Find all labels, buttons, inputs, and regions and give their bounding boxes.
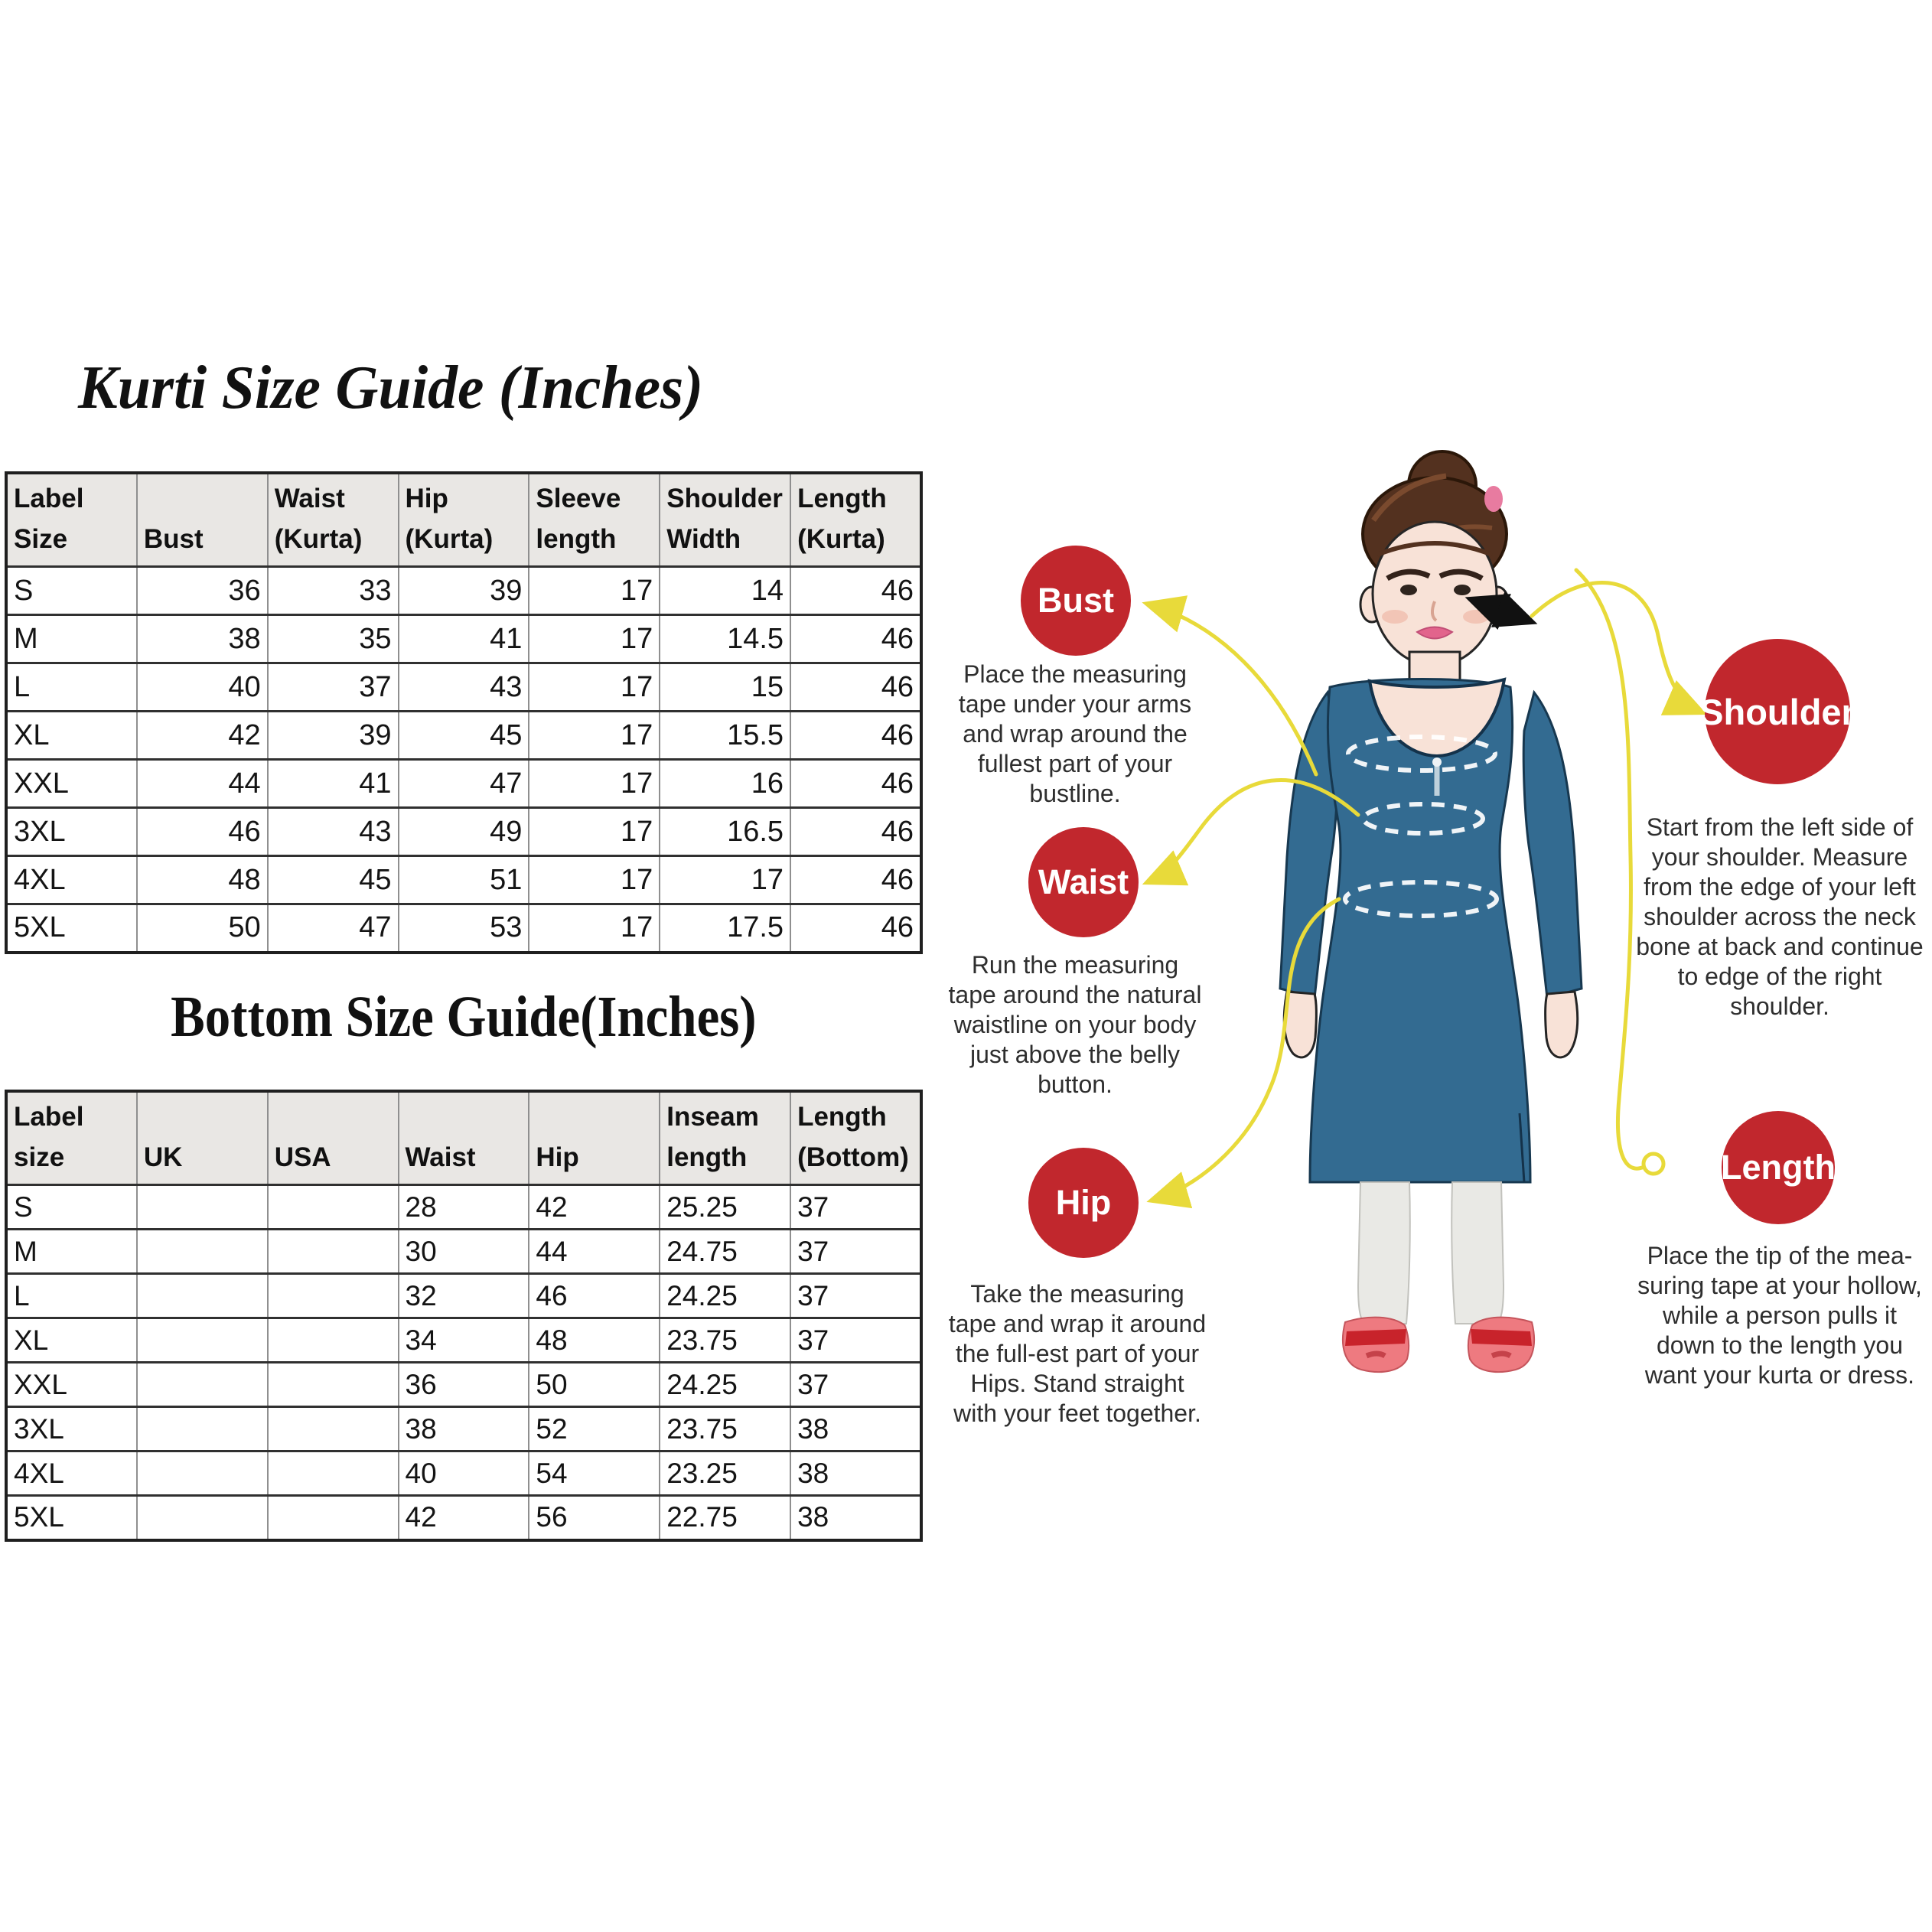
table-cell <box>137 1318 268 1363</box>
table-row <box>6 1274 921 1318</box>
table-cell <box>137 1407 268 1451</box>
table-row <box>6 808 921 856</box>
size-label-cell: XXL <box>6 1363 137 1407</box>
bottom-header-row <box>6 1091 921 1185</box>
table-cell <box>268 1318 399 1363</box>
table-row <box>6 663 921 712</box>
size-label-cell: 5XL <box>6 1496 137 1540</box>
table-cell: 46 <box>790 663 921 712</box>
table-cell <box>137 1496 268 1540</box>
table-cell: 39 <box>268 712 399 760</box>
table-cell: 46 <box>790 567 921 615</box>
table-cell: 47 <box>399 760 529 808</box>
table-cell <box>137 1363 268 1407</box>
table-cell: 46 <box>137 808 268 856</box>
table-cell: 37 <box>790 1274 921 1318</box>
table-cell: 44 <box>529 1230 660 1274</box>
size-label-cell: 4XL <box>6 1451 137 1496</box>
kurti-header-row <box>6 473 921 567</box>
column-header: Label Size <box>6 473 137 567</box>
table-cell: 39 <box>399 567 529 615</box>
table-cell: 14 <box>660 567 790 615</box>
table-cell: 33 <box>268 567 399 615</box>
table-cell: 37 <box>790 1185 921 1230</box>
table-cell: 37 <box>268 663 399 712</box>
table-cell: 54 <box>529 1451 660 1496</box>
table-cell: 17 <box>529 760 660 808</box>
table-cell: 23.75 <box>660 1318 790 1363</box>
column-header: Sleeve length <box>529 473 660 567</box>
table-row <box>6 1318 921 1363</box>
table-cell: 24.75 <box>660 1230 790 1274</box>
table-cell: 37 <box>790 1318 921 1363</box>
column-header: Inseam length <box>660 1091 790 1185</box>
table-cell: 56 <box>529 1496 660 1540</box>
column-header: UK <box>137 1091 268 1185</box>
bottom-size-table <box>5 1090 923 1542</box>
table-cell: 17 <box>529 856 660 904</box>
table-cell: 51 <box>399 856 529 904</box>
table-cell <box>268 1230 399 1274</box>
table-cell: 41 <box>399 615 529 663</box>
table-cell: 36 <box>137 567 268 615</box>
table-cell <box>268 1274 399 1318</box>
bottom-size-guide-title-wrap <box>5 984 923 1051</box>
size-label-cell: S <box>6 567 137 615</box>
table-cell: 37 <box>790 1230 921 1274</box>
table-cell: 35 <box>268 615 399 663</box>
table-cell: 42 <box>137 712 268 760</box>
table-cell: 16.5 <box>660 808 790 856</box>
size-label-cell: XL <box>6 1318 137 1363</box>
table-cell: 50 <box>137 904 268 953</box>
table-cell: 46 <box>529 1274 660 1318</box>
size-label-cell: M <box>6 615 137 663</box>
table-cell: 43 <box>268 808 399 856</box>
table-cell: 17 <box>529 567 660 615</box>
table-cell: 48 <box>529 1318 660 1363</box>
table-cell: 38 <box>790 1407 921 1451</box>
table-row <box>6 615 921 663</box>
hip-instructions: Take the measuring tape and wrap it around the full-est part of your Hips. Stand straight with your feet together. <box>948 1280 1207 1428</box>
size-label-cell: 4XL <box>6 856 137 904</box>
table-cell: 45 <box>399 712 529 760</box>
column-header: USA <box>268 1091 399 1185</box>
table-cell: 17 <box>660 856 790 904</box>
table-cell: 45 <box>268 856 399 904</box>
length-line-loop <box>1644 1154 1663 1174</box>
table-cell <box>137 1274 268 1318</box>
table-row <box>6 567 921 615</box>
column-header: Length (Bottom) <box>790 1091 921 1185</box>
table-cell: 46 <box>790 856 921 904</box>
table-cell: 41 <box>268 760 399 808</box>
size-label-cell: S <box>6 1185 137 1230</box>
table-cell: 43 <box>399 663 529 712</box>
table-cell: 24.25 <box>660 1363 790 1407</box>
table-cell: 34 <box>399 1318 529 1363</box>
table-cell: 17 <box>529 808 660 856</box>
table-cell: 46 <box>790 904 921 953</box>
table-cell: 38 <box>790 1451 921 1496</box>
table-row <box>6 712 921 760</box>
table-row <box>6 904 921 953</box>
table-cell: 44 <box>137 760 268 808</box>
size-label-cell: M <box>6 1230 137 1274</box>
table-cell: 40 <box>137 663 268 712</box>
pants <box>1358 1182 1504 1324</box>
table-cell: 38 <box>790 1496 921 1540</box>
table-row <box>6 856 921 904</box>
table-row <box>6 1496 921 1540</box>
table-cell: 30 <box>399 1230 529 1274</box>
table-cell: 42 <box>529 1185 660 1230</box>
column-header: Waist <box>399 1091 529 1185</box>
kurti-table-body <box>6 567 921 953</box>
table-cell: 46 <box>790 760 921 808</box>
table-cell <box>268 1451 399 1496</box>
bottom-table-body <box>6 1185 921 1540</box>
table-cell: 38 <box>137 615 268 663</box>
table-cell: 17 <box>529 615 660 663</box>
table-cell: 37 <box>790 1363 921 1407</box>
size-label-cell: L <box>6 663 137 712</box>
table-cell: 28 <box>399 1185 529 1230</box>
table-cell: 23.25 <box>660 1451 790 1496</box>
size-label-cell: XXL <box>6 760 137 808</box>
table-cell: 22.75 <box>660 1496 790 1540</box>
table-cell: 52 <box>529 1407 660 1451</box>
column-header: Hip <box>529 1091 660 1185</box>
table-cell: 25.25 <box>660 1185 790 1230</box>
bottom-size-guide-title: Bottom Size Guide(Inches) <box>171 985 757 1049</box>
bottom-table-header <box>6 1091 921 1185</box>
size-label-cell: 5XL <box>6 904 137 953</box>
waist-badge: Waist <box>1028 827 1139 937</box>
table-cell: 47 <box>268 904 399 953</box>
waist-instructions: Run the measuring tape around the natural waistline on your body just above the belly button. <box>948 951 1202 1099</box>
table-cell: 24.25 <box>660 1274 790 1318</box>
table-cell <box>268 1496 399 1540</box>
table-row <box>6 1451 921 1496</box>
measurement-guide-panel <box>941 428 1932 1546</box>
table-cell: 42 <box>399 1496 529 1540</box>
table-row <box>6 1185 921 1230</box>
table-cell: 17.5 <box>660 904 790 953</box>
column-header: Length (Kurta) <box>790 473 921 567</box>
table-cell: 16 <box>660 760 790 808</box>
table-cell: 48 <box>137 856 268 904</box>
column-header: Waist (Kurta) <box>268 473 399 567</box>
table-cell: 23.75 <box>660 1407 790 1451</box>
hip-badge: Hip <box>1028 1148 1139 1258</box>
table-cell <box>137 1185 268 1230</box>
bust-instructions: Place the measuring tape under your arms and wrap around the fullest part of your bustline. <box>958 660 1192 808</box>
table-cell <box>268 1363 399 1407</box>
table-cell: 15.5 <box>660 712 790 760</box>
table-cell: 49 <box>399 808 529 856</box>
table-cell: 32 <box>399 1274 529 1318</box>
table-cell: 40 <box>399 1451 529 1496</box>
table-cell: 50 <box>529 1363 660 1407</box>
table-cell: 46 <box>790 712 921 760</box>
table-row <box>6 760 921 808</box>
table-row <box>6 1230 921 1274</box>
table-cell: 15 <box>660 663 790 712</box>
length-badge: Length <box>1722 1111 1835 1224</box>
kurti-size-guide-title: Kurti Size Guide (Inches) <box>78 354 704 422</box>
table-cell: 46 <box>790 808 921 856</box>
table-cell: 17 <box>529 663 660 712</box>
table-cell <box>268 1185 399 1230</box>
table-cell: 14.5 <box>660 615 790 663</box>
column-header: Label size <box>6 1091 137 1185</box>
table-cell <box>137 1451 268 1496</box>
size-label-cell: L <box>6 1274 137 1318</box>
kurti-table-header <box>6 473 921 567</box>
table-row <box>6 1363 921 1407</box>
table-cell: 17 <box>529 712 660 760</box>
kurti-size-table <box>5 471 923 954</box>
table-cell <box>137 1230 268 1274</box>
size-label-cell: 3XL <box>6 808 137 856</box>
column-header: Shoulder Width <box>660 473 790 567</box>
shoulder-badge: Shoulder <box>1705 639 1850 784</box>
table-cell <box>268 1407 399 1451</box>
table-row <box>6 1407 921 1451</box>
bust-badge: Bust <box>1021 546 1131 656</box>
size-label-cell: XL <box>6 712 137 760</box>
table-cell: 36 <box>399 1363 529 1407</box>
table-cell: 53 <box>399 904 529 953</box>
table-cell: 17 <box>529 904 660 953</box>
shoulder-instructions: Start from the left side of your shoulder. Measure from the edge of your left shoulder across the neck bone at back and continue to edge of the right shoulder. <box>1636 813 1924 1021</box>
column-header: Bust <box>137 473 268 567</box>
length-instructions: Place the tip of the mea-suring tape at your hollow, while a person pulls it down to the length you want your kurta or dress. <box>1637 1242 1922 1390</box>
table-cell: 46 <box>790 615 921 663</box>
table-cell: 38 <box>399 1407 529 1451</box>
size-label-cell: 3XL <box>6 1407 137 1451</box>
shoes <box>1343 1318 1534 1372</box>
column-header: Hip (Kurta) <box>399 473 529 567</box>
